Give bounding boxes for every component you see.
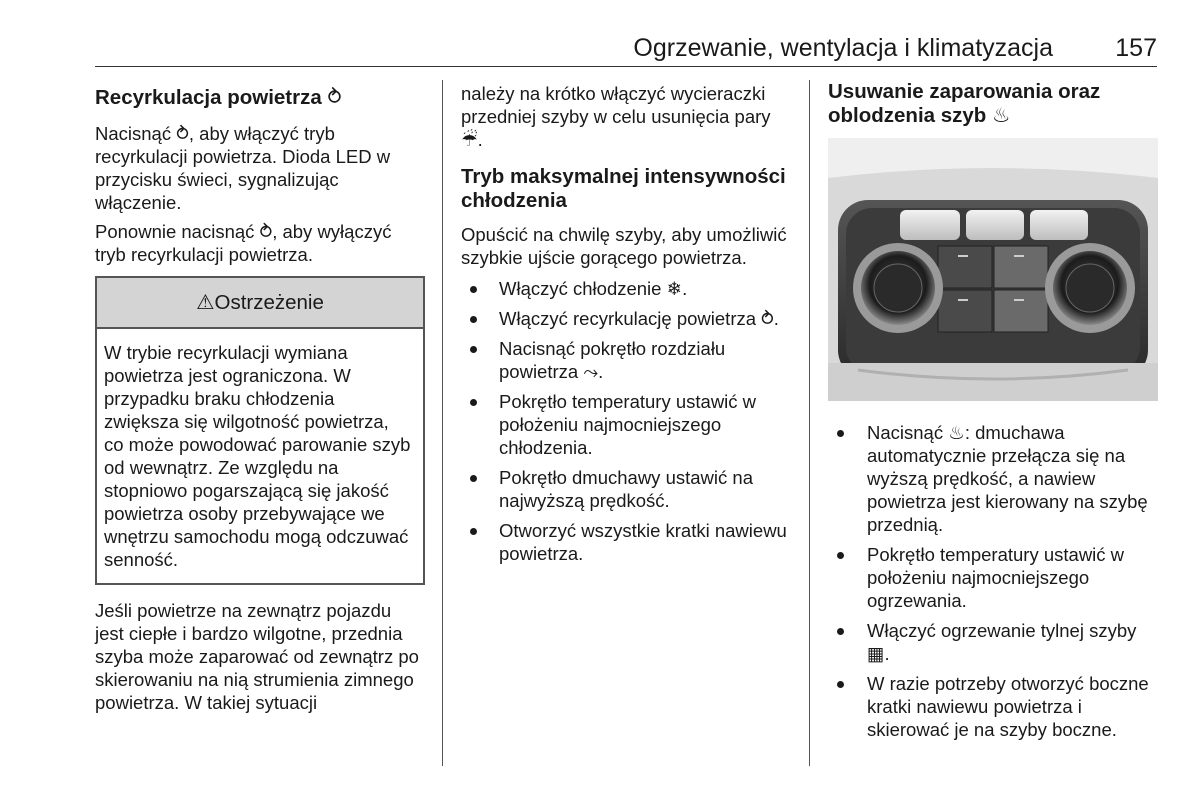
front-defrost-icon: ♨ (948, 422, 965, 443)
warning-text: W trybie recyrkulacji wymiana powietrza jest ograniczona. W przypadku braku chłodzenia zwiększa się wilgotność powietrza, co może powodować parowanie szyb od wewnątrz. Ze względu na stopniowo pogarszającą się jakość powietrza osoby przebywające we wnętrzu samochodu mogą odczuwać senność. (104, 342, 411, 570)
list-item: Pokrętło temperatury ustawić w położeniu najmocniejszego chłodzenia. (461, 390, 791, 459)
wiper-icon: ☔ (461, 129, 478, 150)
page-header (95, 30, 1157, 67)
list-item: Włączyć ogrzewanie tylnej szyby ▦. (828, 619, 1158, 665)
warning-header (97, 278, 423, 329)
air-distribution-icon: ⤳ (583, 361, 599, 382)
paragraph: Ponownie nacisnąć ⥁, aby wyłączyć tryb recyrkulacji powietrza. (95, 221, 392, 265)
warning-title: Ostrzeżenie (214, 290, 324, 314)
paragraph: Opuścić na chwilę szyby, aby umożliwić szybkie ujście gorącego powietrza. (461, 224, 787, 268)
column-1 (95, 80, 425, 720)
paragraph: Nacisnąć ⥁, aby włączyć tryb recyrkulacji powietrza. Dioda LED w przycisku świeci, sygnalizując włączenie. (95, 123, 391, 213)
recirculation-icon: ⥁ (259, 221, 273, 242)
climate-control-panel-photo (828, 138, 1158, 401)
temperature-knob (853, 243, 943, 333)
rear-defrost-icon: ▦ (867, 643, 885, 664)
paragraph: Jeśli powietrze na zewnątrz pojazdu jest ciepłe i bardzo wilgotne, przednia szyba może zaparować od zewnątrz po skierowaniu na nią strumienia zimnego powietrza. W takiej sytuacji (95, 600, 419, 713)
section-heading-max-cooling: Tryb maksymalnej intensywności chłodzenia (461, 165, 786, 212)
page-number: 157 (1115, 34, 1157, 62)
warning-triangle-icon: ⚠ (196, 291, 215, 314)
chapter-title: Ogrzewanie, wentylacja i klimatyzacja (633, 34, 1053, 62)
fan-knob (1045, 243, 1135, 333)
column-divider (809, 80, 810, 766)
bullet-list (461, 277, 791, 565)
list-item: Nacisnąć pokrętło rozdziału powietrza ⤳. (461, 337, 791, 383)
paragraph: należy na krótko włączyć wycieraczki przedniej szyby w celu usunięcia pary ☔. (461, 83, 771, 150)
column-3 (828, 80, 1158, 748)
column-divider (442, 80, 443, 766)
recirculation-icon: ⥁ (761, 308, 774, 329)
bullet-list (828, 421, 1158, 741)
column-2 (461, 82, 791, 572)
recirculation-icon: ⥁ (327, 86, 342, 109)
ac-snowflake-icon: ❄ (666, 278, 683, 299)
recirculation-icon: ⥁ (176, 123, 189, 144)
list-item: Otworzyć wszystkie kratki nawiewu powietrza. (461, 519, 791, 565)
climate-panel-illustration (828, 138, 1158, 401)
section-heading-defrost: Usuwanie zaparowania oraz oblodzenia szyb ♨ (828, 80, 1101, 127)
list-item: Pokrętło dmuchawy ustawić na najwyższą prędkość. (461, 466, 791, 512)
list-item: Nacisnąć ♨: dmuchawa automatycznie przełącza się na wyższą prędkość, a nawiew powietrza jest kierowany na szybę przednią. (828, 421, 1158, 536)
list-item: W razie potrzeby otworzyć boczne kratki nawiewu powietrza i skierować je na szyby boczne. (828, 672, 1158, 741)
section-heading-recirculation: Recyrkulacja powietrza ⥁ (95, 86, 342, 109)
list-item: Włączyć chłodzenie ❄. (461, 277, 791, 300)
list-item: Pokrętło temperatury ustawić w położeniu najmocniejszego ogrzewania. (828, 543, 1158, 612)
list-item: Włączyć recyrkulację powietrza ⥁. (461, 307, 791, 330)
front-defrost-icon: ♨ (992, 104, 1011, 127)
top-buttons (900, 210, 1088, 240)
warning-box (95, 276, 425, 585)
